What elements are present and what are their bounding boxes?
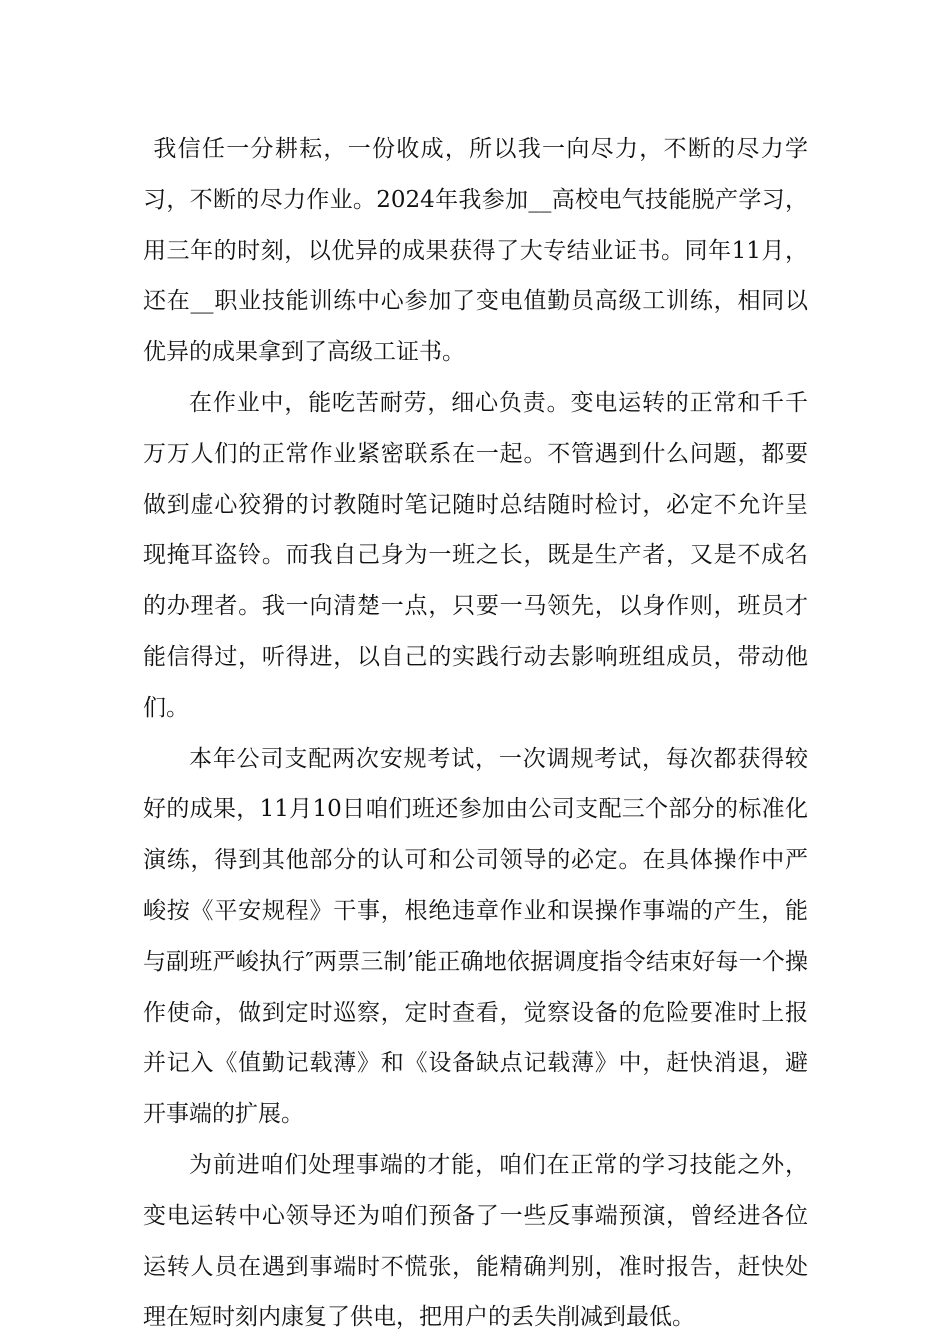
paragraph-4: 为前进咱们处理事端的才能，咱们在正常的学习技能之外，变电运转中心领导还为咱们预备了一些反事端预演，曾经进各位运转人员在遇到事端时不慌张，能精确判别，准时报告，赶快处理在短时刻内康复了供电，把用户的丢失削减到最低。	[143, 1151, 808, 1331]
document-body	[143, 124, 808, 1343]
paragraph-2: 在作业中，能吃苦耐劳，细心负责。变电运转的正常和千千万万人们的正常作业紧密联系在一起。不管遇到什么问题，都要做到虚心狡猾的讨教随时笔记随时总结随时检讨，必定不允许呈现掩耳盗铃。而我自己身为一班之长，既是生产者，又是不成名的办理者。我一向清楚一点，只要一马领先，以身作则，班员才能信得过，听得进，以自己的实践行动去影响班组成员，带动他们。	[143, 389, 808, 721]
paragraph-1: 我信任一分耕耘，一份收成，所以我一向尽力，不断的尽力学习，不断的尽力作业。2024年我参加__高校电气技能脱产学习，用三年的时刻，以优异的成果获得了大专结业证书。同年11月，还在__职业技能训练中心参加了变电值勤员高级工训练，相同以优异的成果拿到了高级工证书。	[143, 136, 808, 366]
paragraph-3: 本年公司支配两次安规考试，一次调规考试，每次都获得较好的成果，11月10日咱们班还参加由公司支配三个部分的标准化演练，得到其他部分的认可和公司领导的必定。在具体操作中严峻按《平安规程》干事，根绝违章作业和误操作事端的产生，能与副班严峻执行″两票三制’能正确地依据调度指令结束好每一个操作使命，做到定时巡察，定时查看，觉察设备的危险要准时上报并记入《值勤记载薄》和《设备缺点记载薄》中，赶快消退，避开事端的扩展。	[143, 745, 808, 1128]
